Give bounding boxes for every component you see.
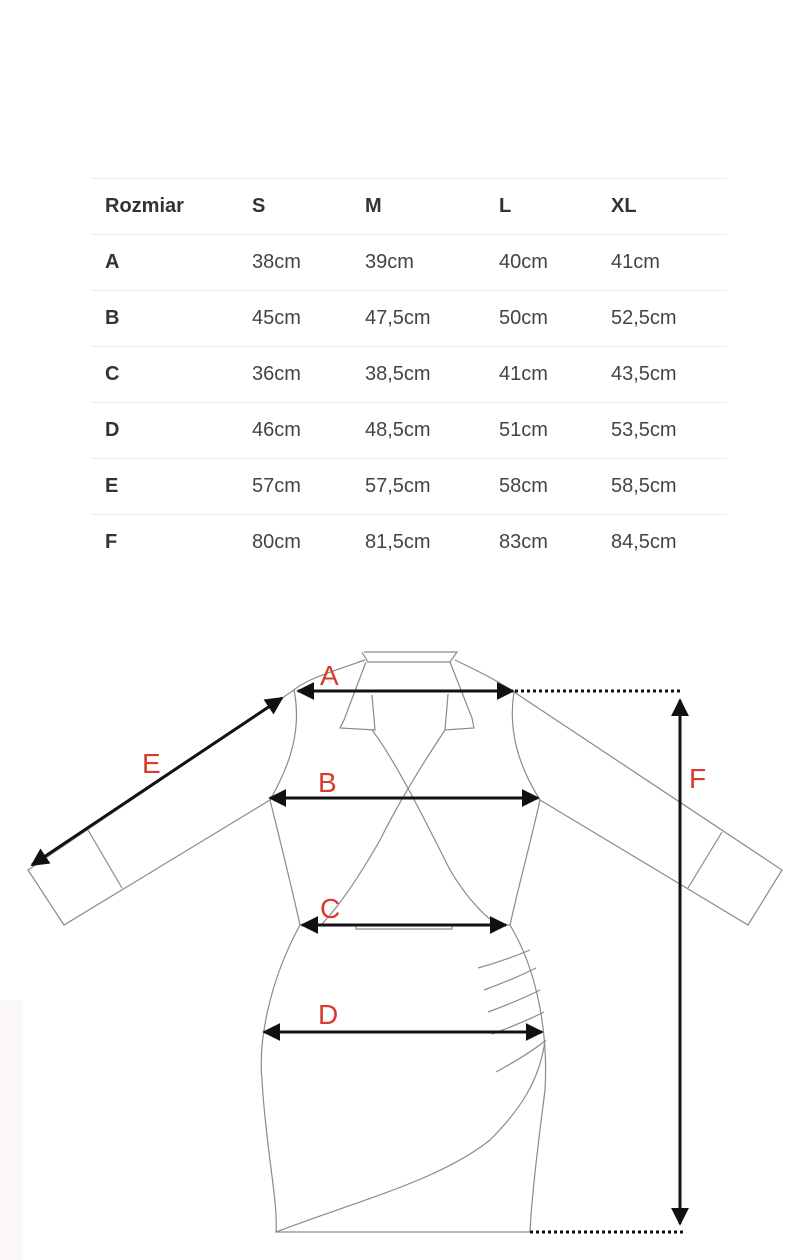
size-table [91,178,727,570]
header-s: S [238,179,351,235]
label-c: C [320,893,341,924]
cell-m: 57,5cm [351,459,485,515]
cell-xl: 41cm [597,235,727,291]
cell-xl: 43,5cm [597,347,727,403]
label-b: B [318,767,337,798]
row-label: E [91,459,238,515]
header-size: Rozmiar [91,179,238,235]
cell-xl: 53,5cm [597,403,727,459]
side-strip [0,1000,22,1260]
cell-s: 57cm [238,459,351,515]
cell-s: 36cm [238,347,351,403]
cell-s: 38cm [238,235,351,291]
row-label: A [91,235,238,291]
cell-l: 83cm [485,515,597,571]
cell-xl: 58,5cm [597,459,727,515]
table-header-row [91,179,727,235]
cell-l: 41cm [485,347,597,403]
cell-m: 38,5cm [351,347,485,403]
table-row [91,291,727,347]
arrow-e [32,698,282,865]
table-row [91,347,727,403]
header-m: M [351,179,485,235]
cell-m: 81,5cm [351,515,485,571]
table-row [91,515,727,571]
cell-xl: 84,5cm [597,515,727,571]
label-a: A [320,660,339,691]
table-row [91,459,727,515]
header-xl: XL [597,179,727,235]
row-label: B [91,291,238,347]
cell-s: 80cm [238,515,351,571]
label-d: D [318,999,339,1030]
cell-s: 46cm [238,403,351,459]
cell-l: 58cm [485,459,597,515]
row-label: F [91,515,238,571]
cell-l: 51cm [485,403,597,459]
label-e: E [142,748,161,779]
cell-m: 48,5cm [351,403,485,459]
cell-l: 40cm [485,235,597,291]
row-label: D [91,403,238,459]
cell-xl: 52,5cm [597,291,727,347]
header-l: L [485,179,597,235]
cell-m: 47,5cm [351,291,485,347]
dress-measurement-diagram [22,632,788,1260]
cell-l: 50cm [485,291,597,347]
cell-s: 45cm [238,291,351,347]
label-f: F [689,763,707,794]
dress-outline [28,652,782,1232]
cell-m: 39cm [351,235,485,291]
table-row [91,403,727,459]
row-label: C [91,347,238,403]
table-row [91,235,727,291]
